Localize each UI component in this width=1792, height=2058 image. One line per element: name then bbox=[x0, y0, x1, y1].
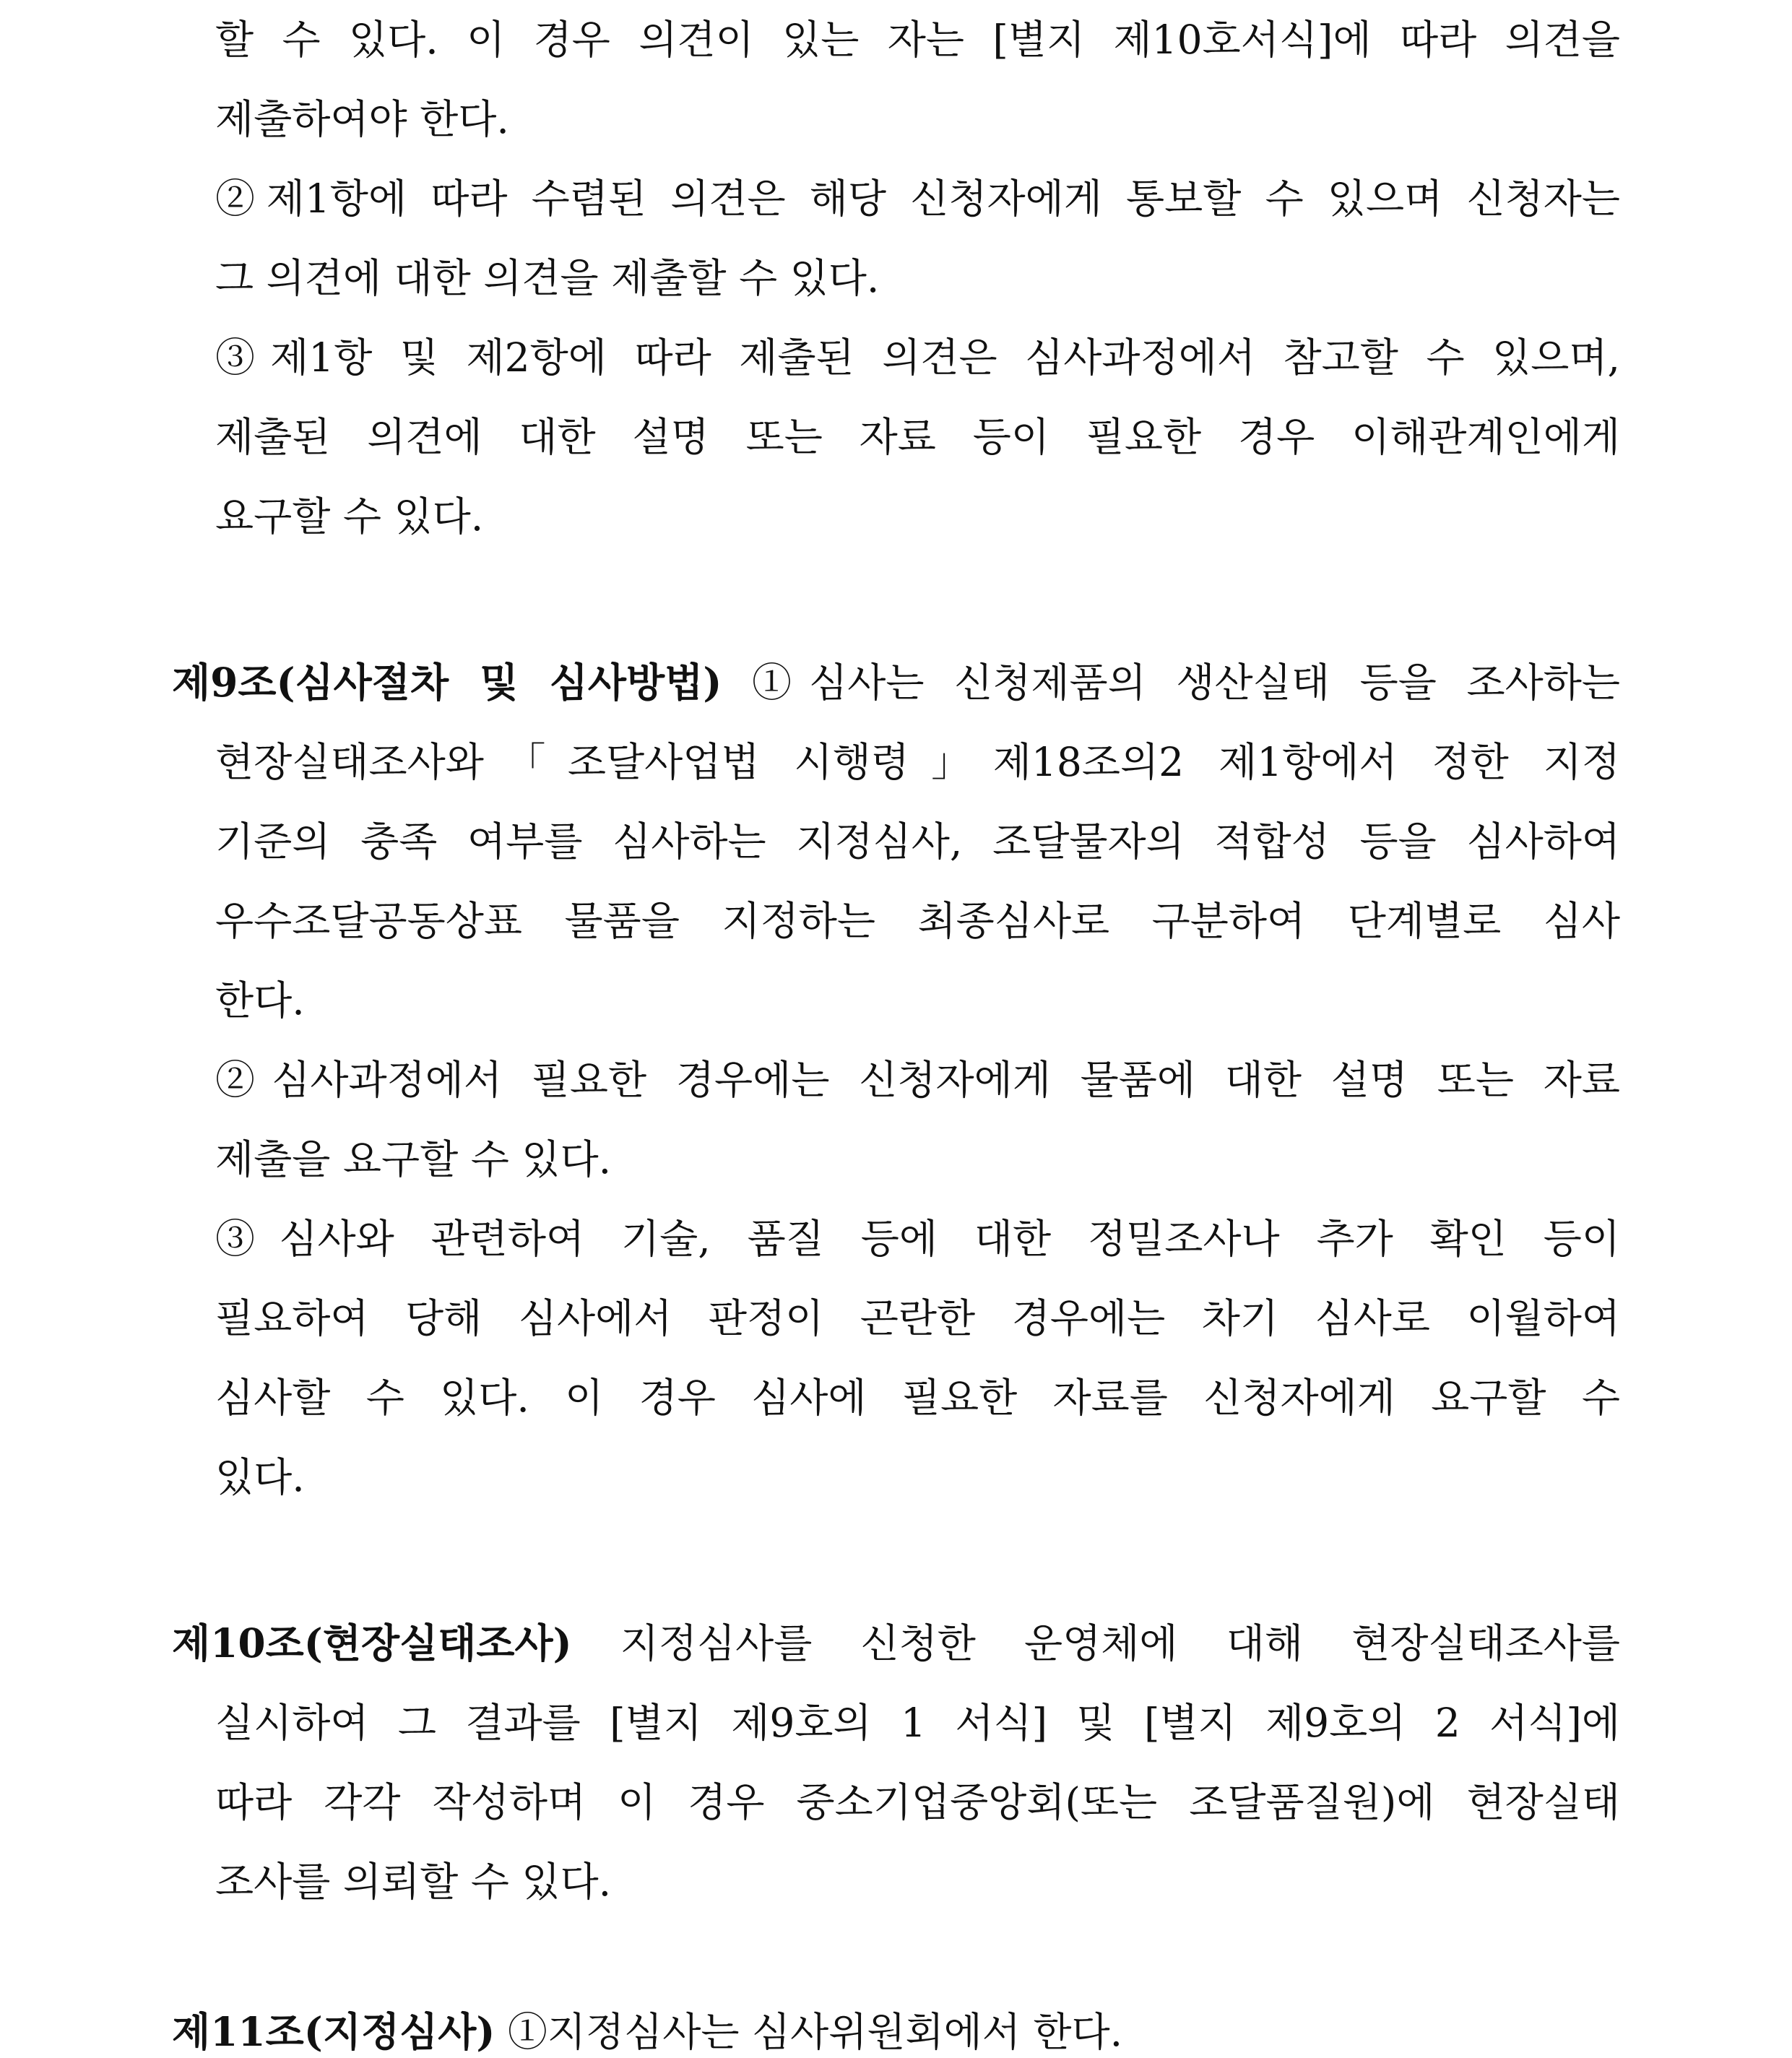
article-text: 지정심사를 신청한 운영체에 대해 현장실태조사를 bbox=[571, 1620, 1620, 1666]
article-first-line bbox=[172, 1618, 1620, 1669]
article-text: ①심사는 신청제품의 생산실태 등을 조사하는 bbox=[722, 660, 1620, 706]
body-text-line: ③심사와 관련하여 기술, 품질 등에 대한 정밀조사나 추가 확인 등이 bbox=[215, 1216, 1620, 1262]
body-text-line: 조사를 의뢰할 수 있다. bbox=[215, 1859, 612, 1905]
body-text-line: 제출을 요구할 수 있다. bbox=[215, 1136, 612, 1183]
article-heading: 제10조(현장실태조사) bbox=[172, 1620, 572, 1666]
body-text-line: 요구할 수 있다. bbox=[215, 493, 484, 540]
article-heading: 제9조(심사절차 및 심사방법) bbox=[172, 659, 722, 706]
body-text-line: 현장실태조사와「조달사업법 시행령」제18조의2 제1항에서 정한 지정 bbox=[215, 739, 1620, 785]
body-text-line: 있다. bbox=[215, 1454, 305, 1500]
body-text-line: 따라 각각 작성하며 이 경우 중소기업중앙회(또는 조달품질원)에 현장실태 bbox=[215, 1779, 1620, 1825]
body-text-line: 실시하여 그 결과를 [별지 제9호의 1 서식] 및 [별지 제9호의 2 서식]에 bbox=[215, 1700, 1620, 1746]
article-first-line bbox=[172, 2007, 1620, 2057]
body-text-line: ②심사과정에서 필요한 경우에는 신청자에게 물품에 대한 설명 또는 자료 bbox=[215, 1057, 1620, 1103]
body-text-line: 기준의 충족 여부를 심사하는 지정심사, 조달물자의 적합성 등을 심사하여 bbox=[215, 818, 1620, 865]
article-text: ①지정심사는 심사위원회에서 한다. bbox=[495, 2009, 1123, 2055]
body-text-line: 제출된 의견에 대한 설명 또는 자료 등이 필요한 경우 이해관계인에게 bbox=[215, 414, 1620, 460]
article-first-line bbox=[172, 657, 1620, 708]
body-text-line: 그 의견에 대한 의견을 제출할 수 있다. bbox=[215, 255, 880, 301]
body-text-line: 할 수 있다. 이 경우 의견이 있는 자는 [별지 제10호서식]에 따라 의견을 bbox=[215, 17, 1620, 63]
body-text-line: 제출하여야 한다. bbox=[215, 96, 509, 142]
body-text-line: 필요하여 당해 심사에서 판정이 곤란한 경우에는 차기 심사로 이월하여 bbox=[215, 1295, 1620, 1341]
body-text-line: 한다. bbox=[215, 977, 305, 1024]
article-heading: 제11조(지정심사) bbox=[172, 2008, 495, 2055]
body-text-line: ②제1항에 따라 수렴된 의견은 해당 신청자에게 통보할 수 있으며 신청자는 bbox=[215, 176, 1620, 222]
body-text-line: ③제1항 및 제2항에 따라 제출된 의견은 심사과정에서 참고할 수 있으며, bbox=[215, 334, 1620, 381]
body-text-line: 심사할 수 있다. 이 경우 심사에 필요한 자료를 신청자에게 요구할 수 bbox=[215, 1375, 1620, 1421]
body-text-line: 우수조달공동상표 물품을 지정하는 최종심사로 구분하여 단계별로 심사 bbox=[215, 898, 1620, 944]
